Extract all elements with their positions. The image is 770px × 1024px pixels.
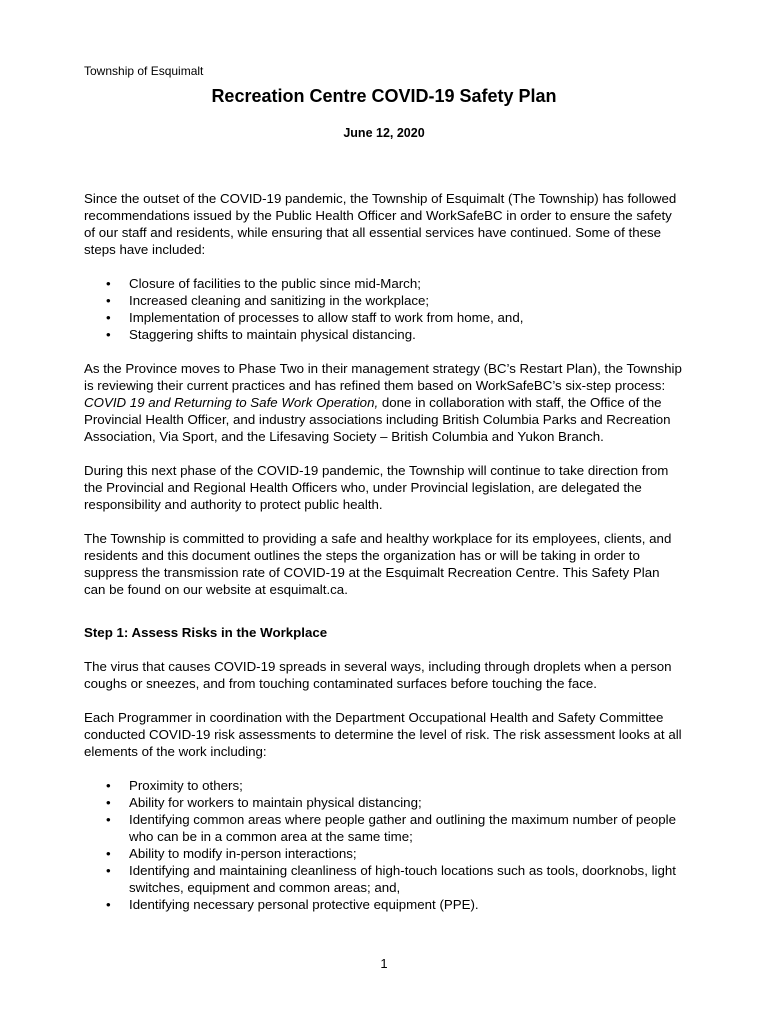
phase-two-paragraph [84,360,684,445]
list-item: • Identifying necessary personal protective equipment (PPE). [129,896,684,913]
document-date: June 12, 2020 [343,126,425,140]
phase-two-after: done in collaboration with staff, the Office of the Provincial Health Officer, and industry associations including British Columbia Parks and Recreation Association, Via Sport, and the Lifesaving Society – British Columbia and Yukon Branch. [84,395,671,444]
intro-paragraph: Since the outset of the COVID-19 pandemic, the Township of Esquimalt (The Township) has followed recommendations issued by the Public Health Officer and WorkSafeBC in order to ensure the safety of our staff and residents, while ensuring that all essential services have continued. Some of these steps have included: [84,191,677,257]
list-item: • Implementation of processes to allow staff to work from home, and, [129,309,684,326]
list-item: • Identifying and maintaining cleanliness of high-touch locations such as tools, doorknobs, light switches, equipment and common areas; and, [129,862,684,896]
list-item: • Staggering shifts to maintain physical distancing. [129,326,684,343]
list-item: • Ability to modify in-person interactions; [129,845,684,862]
commitment-paragraph: The Township is committed to providing a safe and healthy workplace for its employees, clients, and residents and this document outlines the steps the organization has or will be taking in order to suppress the transmission rate of COVID-19 at the Esquimalt Recreation Centre. This Safety Plan can be found on our website at esquimalt.ca. [84,531,672,597]
steps-list [84,275,684,343]
page-number: 1 [380,956,388,971]
next-phase-paragraph: During this next phase of the COVID-19 pandemic, the Township will continue to take direction from the Provincial and Regional Health Officers who, under Provincial legislation, are delegated the responsibility and authority to protect public health. [84,463,669,512]
programmer-paragraph: Each Programmer in coordination with the Department Occupational Health and Safety Committee conducted COVID-19 risk assessments to determine the level of risk. The risk assessment looks at all elements of the work including: [84,710,682,759]
list-item: • Identifying common areas where people gather and outlining the maximum number of people who can be in a common area at the same time; [129,811,684,845]
step1-heading: Step 1: Assess Risks in the Workplace [84,625,328,640]
document-header: Township of Esquimalt [84,64,204,78]
virus-paragraph: The virus that causes COVID-19 spreads in several ways, including through droplets when a person coughs or sneezes, and from touching contaminated surfaces before touching the face. [84,659,672,691]
list-item: • Increased cleaning and sanitizing in the workplace; [129,292,684,309]
phase-two-italic: COVID 19 and Returning to Safe Work Operation, [84,395,379,410]
list-item: • Proximity to others; [129,777,684,794]
phase-two-before: As the Province moves to Phase Two in their management strategy (BC’s Restart Plan), the Township is reviewing their current practices and has refined them based on WorkSafeBC’s six-step process: [84,361,682,393]
risk-list [84,777,684,913]
page-title: Recreation Centre COVID-19 Safety Plan [211,86,557,106]
list-item: • Ability for workers to maintain physical distancing; [129,794,684,811]
document-body [84,190,684,930]
list-item: • Closure of facilities to the public since mid-March; [129,275,684,292]
